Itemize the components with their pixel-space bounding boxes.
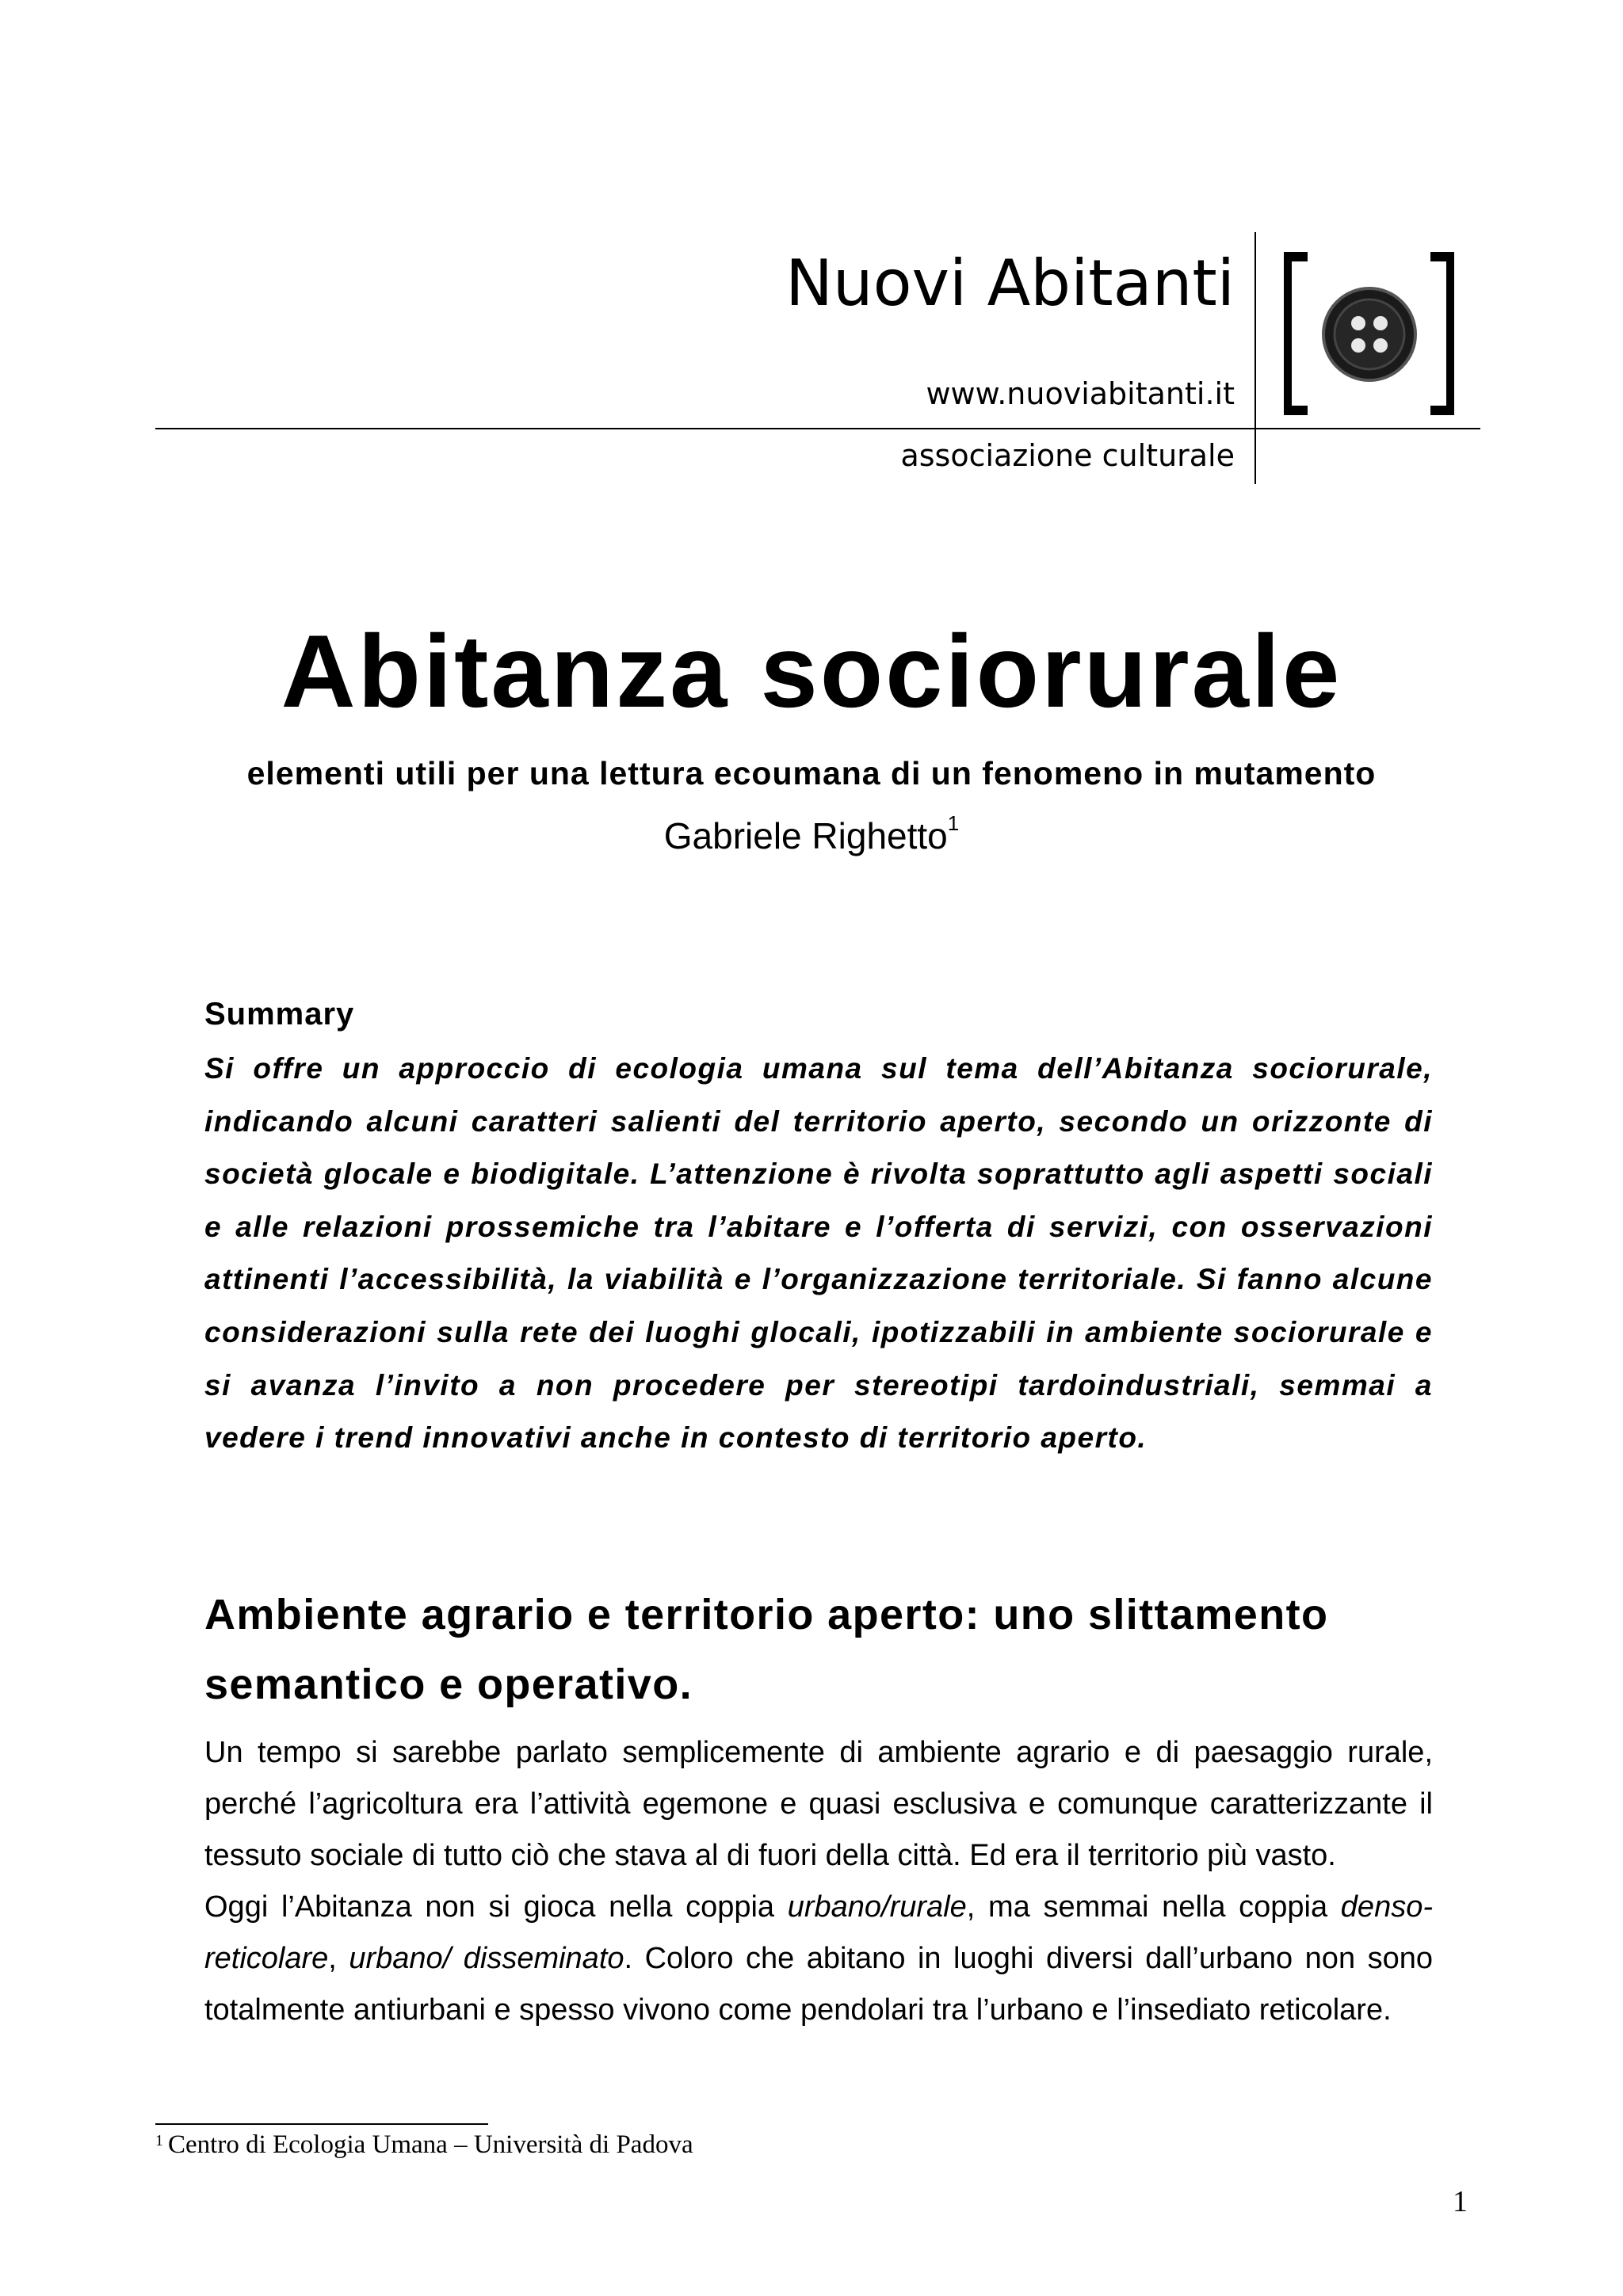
paragraph-text: Oggi l’Abitanza non si gioca nella coppia <box>204 1890 788 1924</box>
section-paragraph-1: Un tempo si sarebbe parlato semplicemente di ambiente agrario e di paesaggio rurale, perché l’agricoltura era l’attività egemone e quasi esclusiva e comunque caratterizzante il tessuto sociale di tutto ciò che stava al di fuori della città. Ed era il territorio più vasto. <box>204 1736 1433 1872</box>
organization-type: associazione culturale <box>900 438 1235 473</box>
footnote-text: Centro di Ecologia Umana – Università di Padova <box>168 2130 693 2159</box>
document-author <box>0 811 1623 856</box>
emphasis-text: urbano/ disseminato <box>349 1942 624 1975</box>
paragraph-text: , ma semmai nella coppia <box>966 1890 1341 1924</box>
document-title: Abitanza sociorurale <box>281 613 1342 729</box>
organization-name: Nuovi Abitanti <box>785 246 1235 320</box>
section-heading: Ambiente agrario e territorio aperto: uno slittamento semantico e operativo. <box>204 1591 1329 1708</box>
page-number: 1 <box>1453 2185 1468 2218</box>
section-body <box>204 1727 1433 2036</box>
summary-text: Si offre un approccio di ecologia umana sul tema dell’Abitanza sociorurale, indicando alcuni caratteri salienti del territorio aperto, secondo un orizzonte di società glocale e biodigitale. L’attenzione è rivolta soprattutto agli aspetti sociali e alle relazioni prossemiche tra l’abitare e l’offerta di servizi, con osservazioni attinenti l’accessibilità, la viabilità e l’organizzazione territoriale. Si fanno alcune considerazioni sulla rete dei luoghi glocali, ipotizzabili in ambiente sociorurale e si avanza l’invito a non procedere per stereotipi tardoindustriali, semmai a vedere i trend innovativi anche in contesto di territorio aperto. <box>204 1052 1433 1455</box>
paragraph-text: , <box>328 1942 349 1975</box>
author-footnote-ref[interactable]: 1 <box>947 811 960 835</box>
footnote-separator <box>155 2123 488 2125</box>
header-horizontal-rule <box>155 428 1480 429</box>
button-in-brackets-logo <box>1284 252 1454 415</box>
organization-url[interactable]: www.nuoviabitanti.it <box>926 376 1235 411</box>
emphasis-text: urbano/rurale <box>787 1890 967 1924</box>
summary-heading: Summary <box>204 997 355 1032</box>
header-vertical-rule <box>1254 232 1256 484</box>
footnote <box>155 2130 693 2161</box>
section-paragraph-2 <box>204 1882 1433 2036</box>
paragraph-text: . Coloro che abitano in luoghi diversi dall’urbano non sono totalmente antiurbani e spesso vivono come pendolari tra l’urbano e l’insediato reticolare. <box>204 1942 1433 2027</box>
author-name: Gabriele Righetto <box>663 815 948 856</box>
emphasis-text: denso-reticolare <box>204 1890 1433 1975</box>
document-subtitle: elementi utili per una lettura ecoumana di un fenomeno in mutamento <box>246 755 1377 791</box>
footnote-number: 1 <box>155 2132 163 2149</box>
